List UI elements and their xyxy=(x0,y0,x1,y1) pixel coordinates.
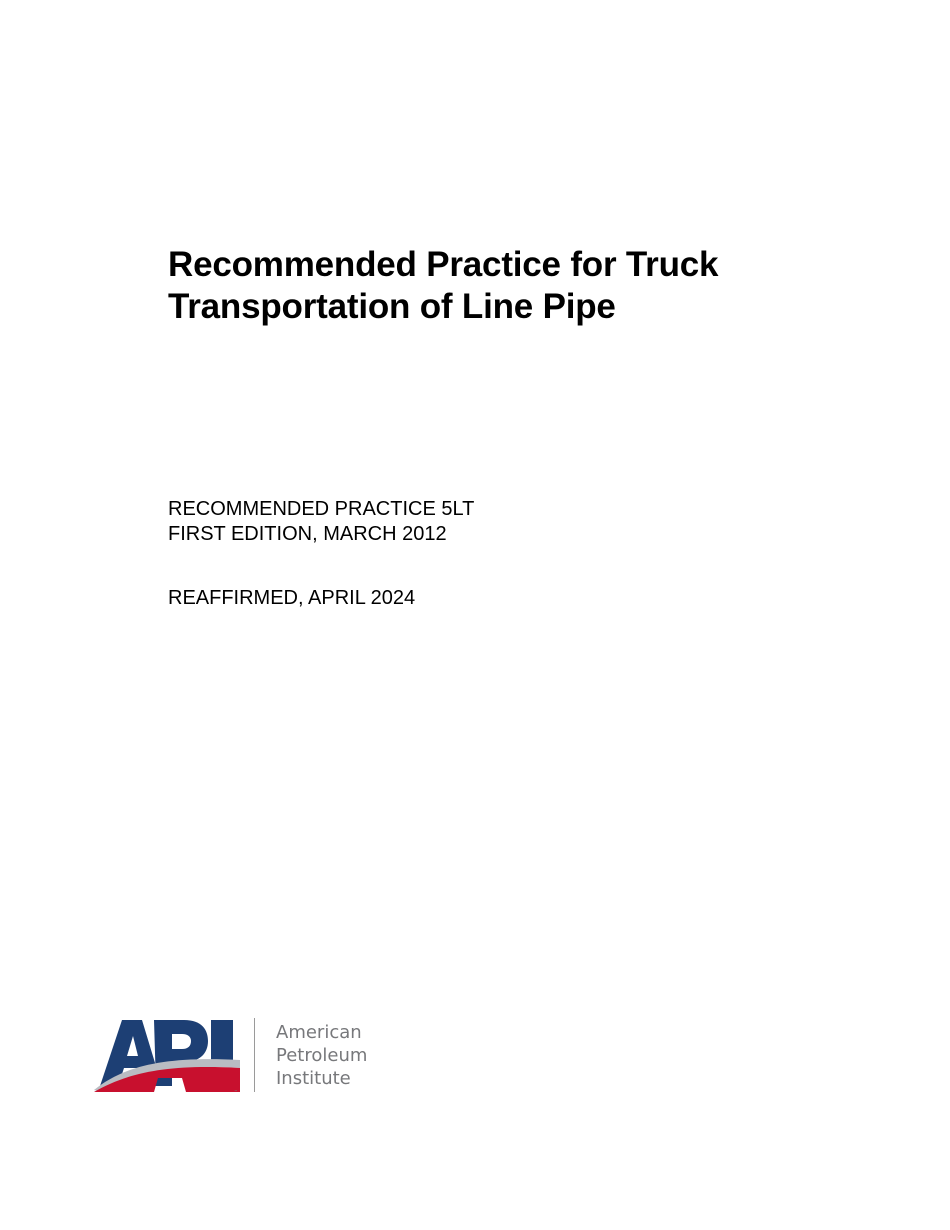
logo-org-line-3: Institute xyxy=(276,1068,351,1089)
document-title-line-2: Transportation of Line Pipe xyxy=(168,287,616,326)
api-logo xyxy=(94,1016,394,1096)
logo-divider xyxy=(254,1018,255,1092)
document-edition: FIRST EDITION, MARCH 2012 xyxy=(168,523,447,545)
api-logo-mark xyxy=(94,1016,240,1094)
logo-org-line-1: American xyxy=(276,1022,362,1043)
logo-letter-i xyxy=(211,1020,233,1066)
document-title xyxy=(168,244,868,328)
document-title-line-1: Recommended Practice for Truck xyxy=(168,245,719,284)
logo-org-name xyxy=(276,1021,367,1090)
logo-letter-i-lower xyxy=(211,1068,233,1092)
document-reaffirmed: REAFFIRMED, APRIL 2024 xyxy=(168,587,416,609)
logo-org-line-2: Petroleum xyxy=(276,1045,368,1066)
document-designation: RECOMMENDED PRACTICE 5LT xyxy=(168,498,475,520)
svg-text:™: ™ xyxy=(234,1089,238,1094)
